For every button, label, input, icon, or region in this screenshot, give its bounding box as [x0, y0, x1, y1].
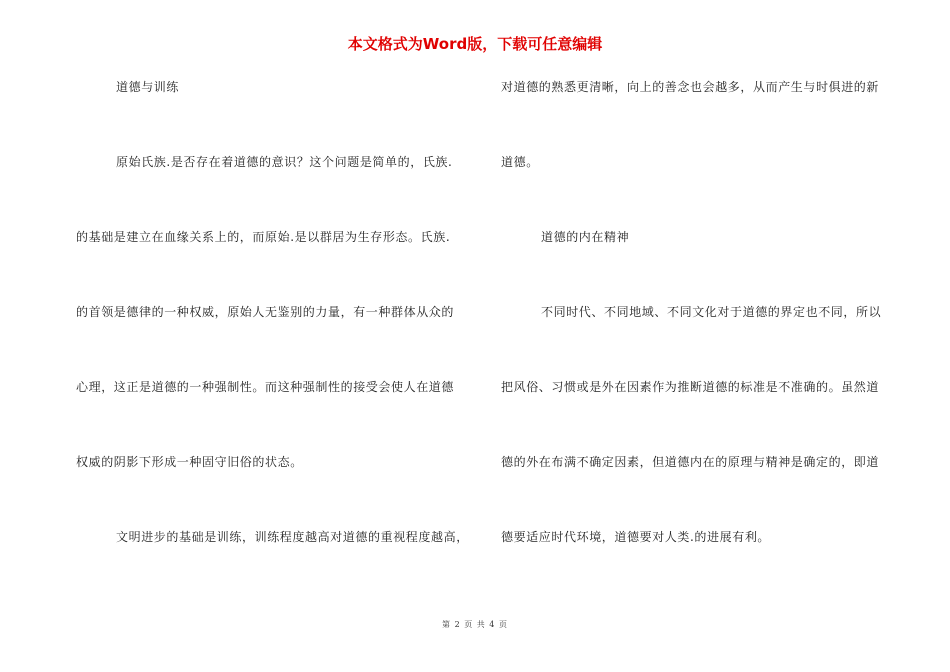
section-heading: 道德与训练 — [116, 80, 180, 94]
paragraph-line: 德要适应时代环境，道德要对人类.的进展有利。 — [501, 530, 771, 544]
paragraph-line: 不同时代、不同地域、不同文化对于道德的界定也不同，所以 — [541, 305, 882, 319]
page-number-footer: 第 2 页 共 4 页 — [442, 620, 508, 629]
paragraph-line: 道德。 — [501, 155, 539, 169]
paragraph-line: 德的外在布满不确定因素，但道德内在的原理与精神是确定的，即道 — [501, 455, 880, 469]
paragraph-line: 的基础是建立在血缘关系上的，而原始.是以群居为生存形态。氏族. — [76, 230, 451, 244]
paragraph-line: 原始氏族.是否存在着道德的意识？这个问题是简单的，氏族. — [116, 155, 453, 169]
paragraph-line: 权威的阴影下形成一种固守旧俗的状态。 — [76, 455, 303, 469]
document-banner: 本文格式为Word版，下载可任意编辑 — [347, 35, 603, 53]
paragraph-line: 对道德的熟悉更清晰，向上的善念也会越多，从而产生与时俱进的新 — [501, 80, 880, 94]
paragraph-line: 把风俗、习惯或是外在因素作为推断道德的标准是不准确的。虽然道 — [501, 380, 880, 394]
paragraph-line: 心理，这正是道德的一种强制性。而这种强制性的接受会使人在道德 — [76, 380, 455, 394]
section-heading: 道德的内在精神 — [541, 230, 630, 244]
paragraph-line: 的首领是德律的一种权威，原始人无鉴别的力量，有一种群体从众的 — [76, 305, 455, 319]
paragraph-line: 文明进步的基础是训练，训练程度越高对道德的重视程度越高， — [116, 530, 469, 544]
